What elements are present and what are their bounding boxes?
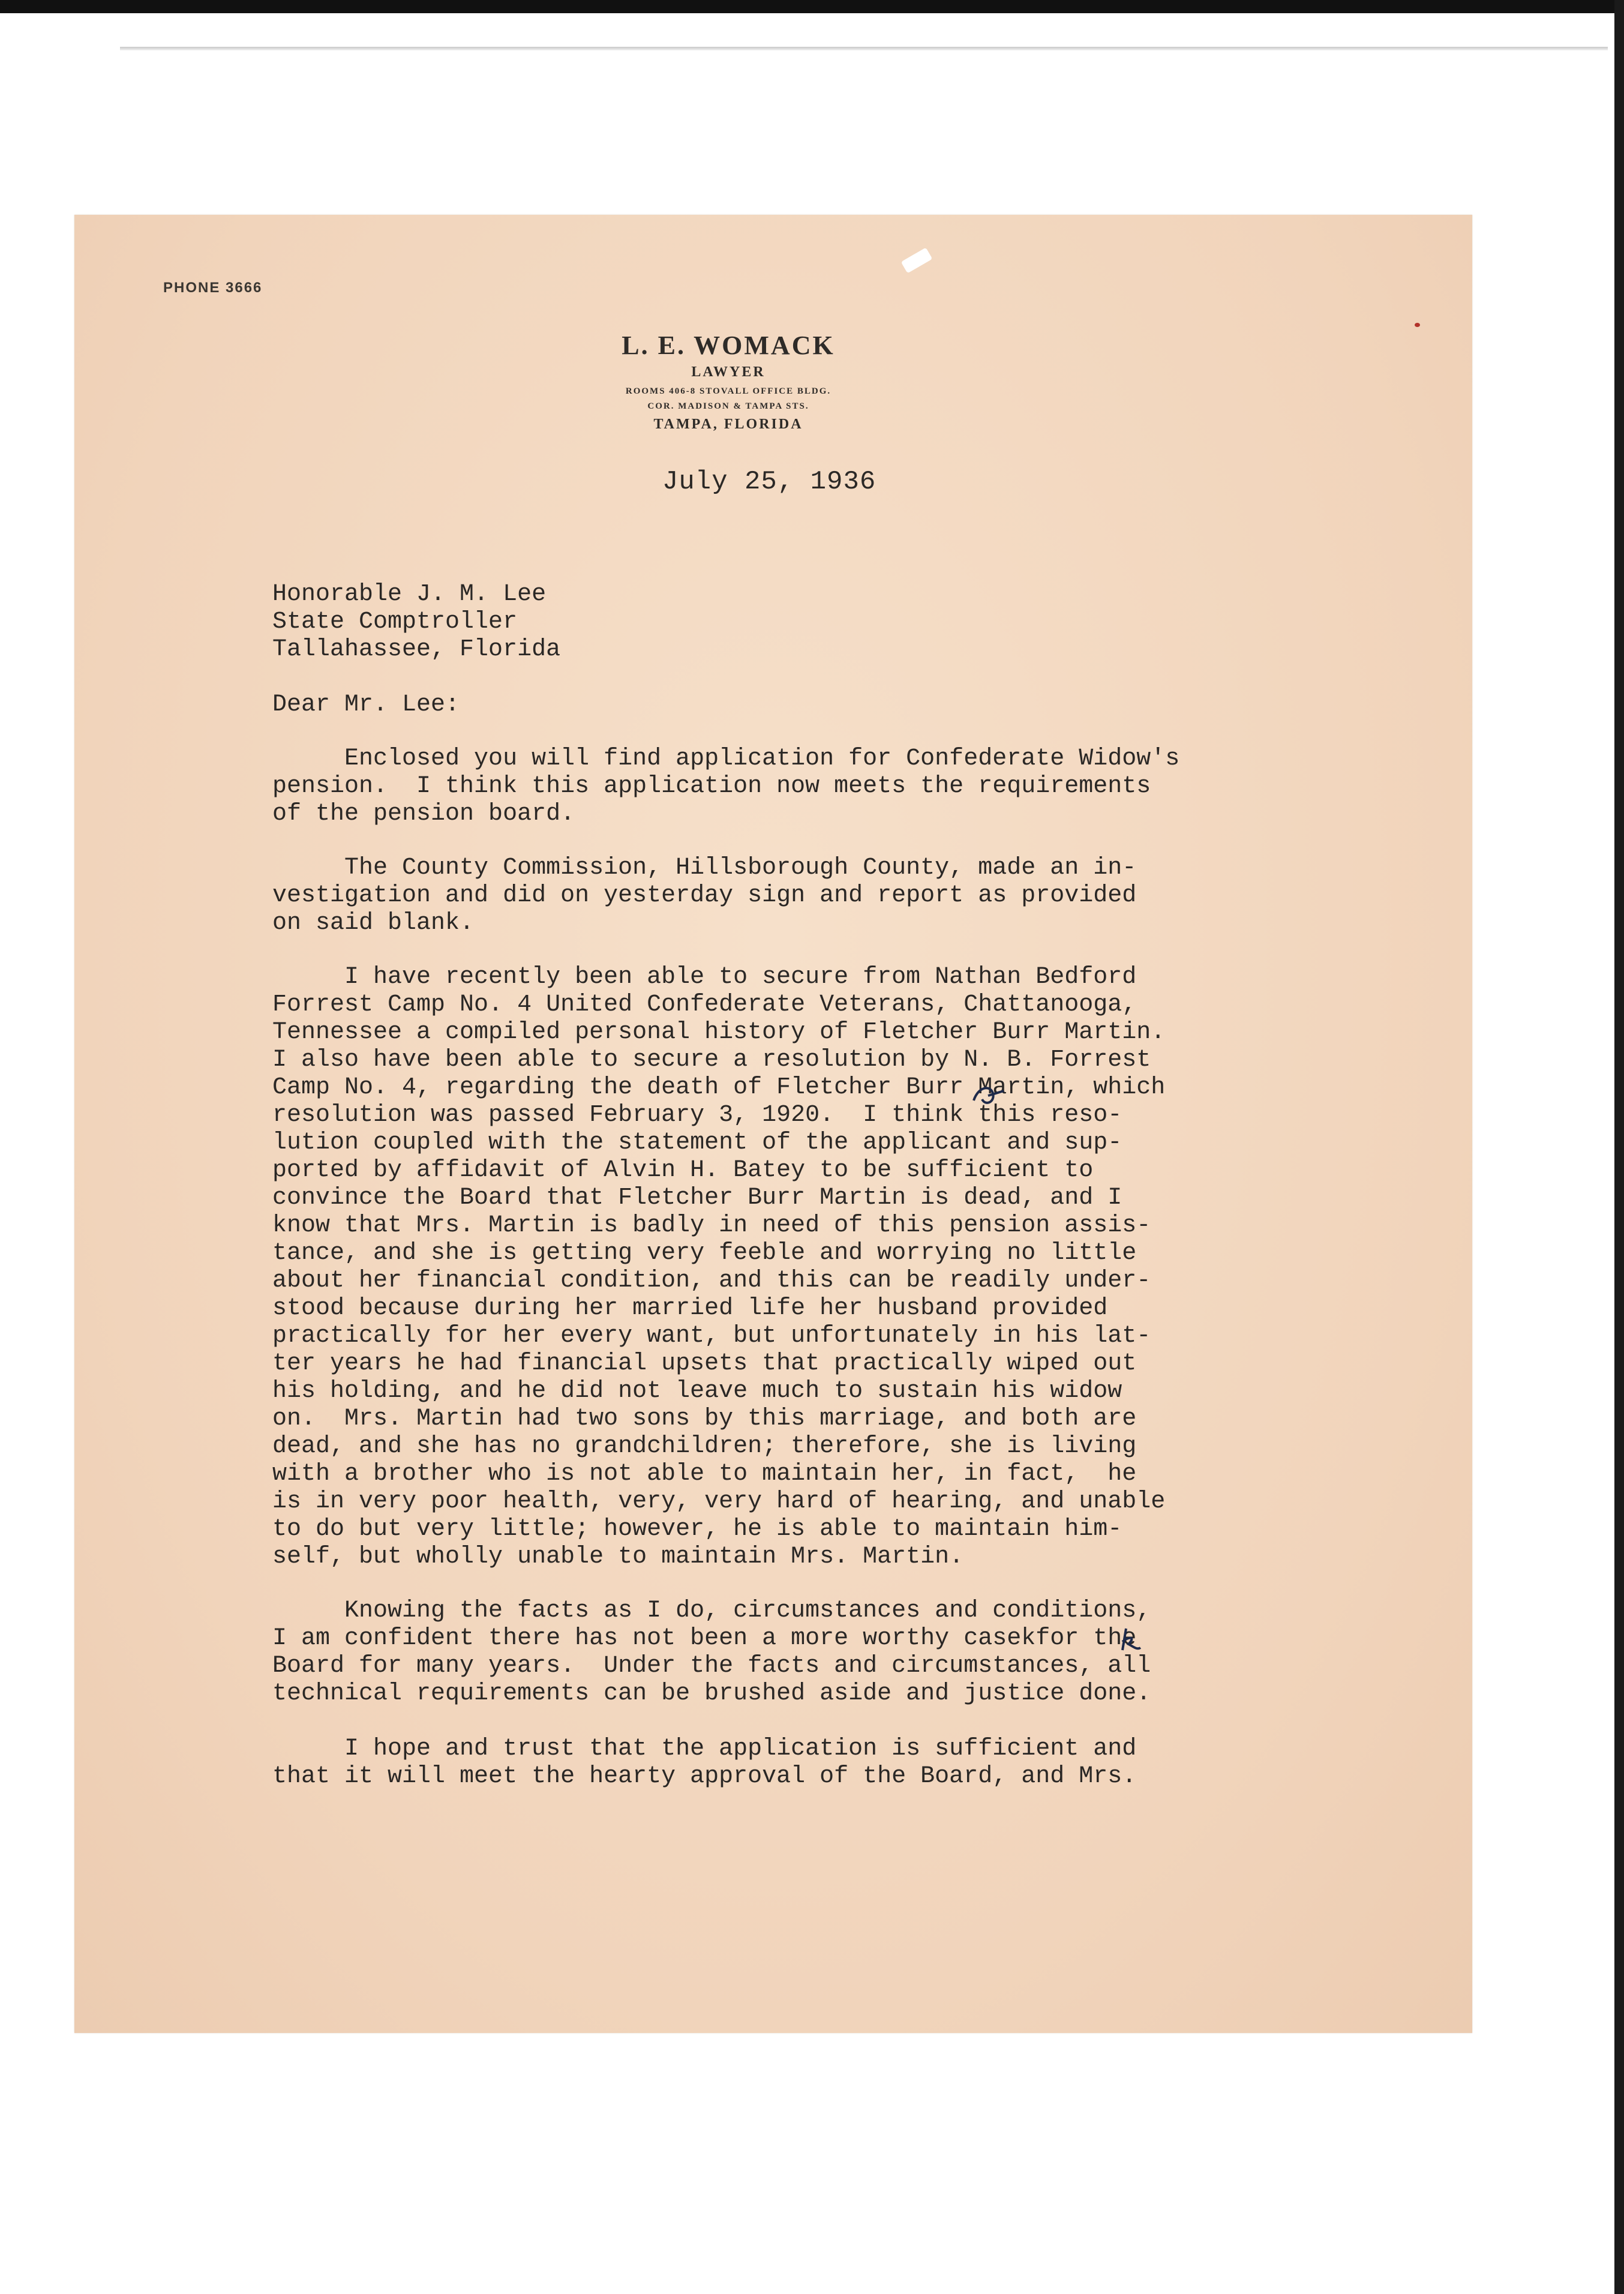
salutation: Dear Mr. Lee: [272, 691, 460, 718]
scanner-edge-right [1614, 0, 1624, 2294]
body-paragraph-4: Knowing the facts as I do, circumstances and conditions, I am confident there has not been a more worthy casekfor the Board for many years. Under the facts and circumstances, all technical requirements can be brushed aside and justice done. [272, 1597, 1151, 1707]
scanner-edge-top [0, 0, 1624, 13]
body-paragraph-1: Enclosed you will find application for Confederate Widow's pension. I think this application now meets the requirements of the pension board. [272, 745, 1180, 827]
red-speck [1415, 323, 1420, 327]
letterhead-name: L. E. WOMACK [622, 331, 835, 360]
paper-tear-mark [901, 247, 933, 273]
letterhead-title: LAWYER [691, 364, 766, 380]
letter-date: July 25, 1936 [662, 467, 876, 497]
letter-sheet [74, 215, 1472, 2033]
recipient-address: Honorable J. M. Lee State Comptroller Tallahassee, Florida [272, 581, 561, 663]
handwritten-correction-mark [970, 1082, 1007, 1109]
letterhead-phone: PHONE 3666 [163, 280, 263, 296]
letterhead-rooms: ROOMS 406-8 STOVALL OFFICE BLDG. [625, 386, 831, 396]
body-paragraph-5: I hope and trust that the application is sufficient and that it will meet the hearty approval of the Board, and Mrs. [272, 1735, 1137, 1790]
backing-sheet-edge [120, 47, 1608, 50]
handwritten-insertion-mark [1115, 1626, 1143, 1653]
body-paragraph-3: I have recently been able to secure from Nathan Bedford Forrest Camp No. 4 United Confederate Veterans, Chattanooga, Tennessee a compiled personal history of Fletcher Burr Martin. I also have been able to secure a resolution by N. B. Forrest Camp No. 4, regarding the death of Fletcher Burr Martin, which resolution was passed February 3, 1920. I think this reso- lution coupled with the statement of the applicant and sup- ported by affidavit of Alvin H. Batey to be sufficient to convince the Board that Fletcher Burr Martin is dead, and I know that Mrs. Martin is badly in need of this pension assis- tance, and she is getting very feeble and worrying no little about her financial condition, and this can be readily under- stood because during her married life her husband provided practically for her every want, but unfortunately in his lat- ter years he had financial upsets that practically wiped out his holding, and he did not leave much to sustain his widow on. Mrs. Martin had two sons by this marriage, and both are dead, and she has no grandchildren; therefore, she is living with a brother who is not able to maintain her, in fact, he is in very poor health, very, very hard of hearing, and unable to do but very little; however, he is able to maintain him- self, but wholly unable to maintain Mrs. Martin. [272, 964, 1166, 1570]
letterhead-corner: COR. MADISON & TAMPA STS. [647, 401, 809, 411]
letterhead [458, 330, 998, 433]
letterhead-city: TAMPA, FLORIDA [653, 416, 803, 432]
body-paragraph-2: The County Commission, Hillsborough County, made an in- vestigation and did on yesterday sign and report as provided on said blank. [272, 854, 1137, 937]
